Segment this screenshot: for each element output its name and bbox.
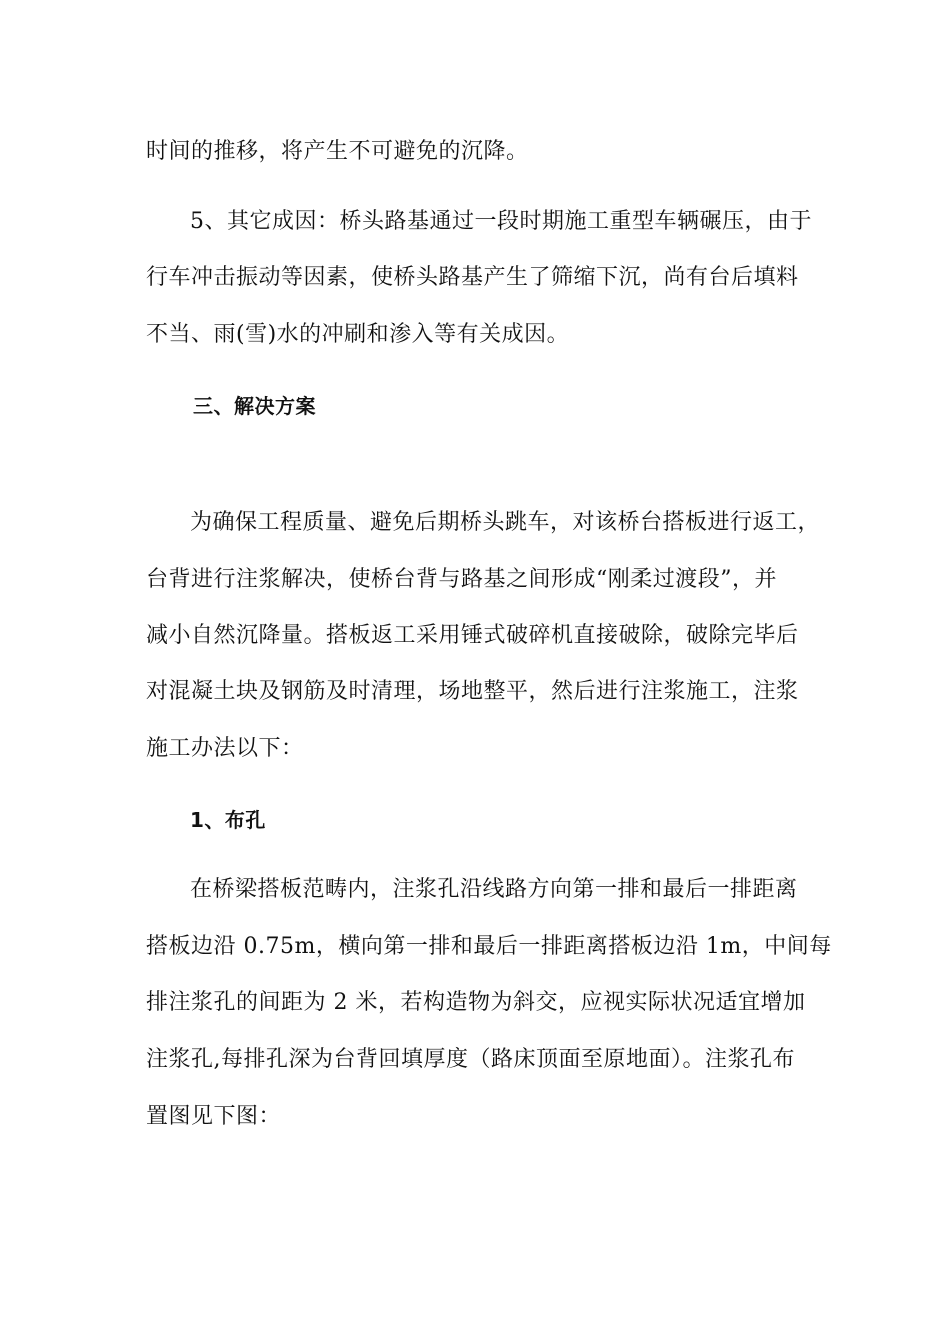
- paragraph-5-line-1: 5、其它成因：桥头路基通过一段时期施工重型车辆碾压，由于: [190, 209, 812, 234]
- subsection-1-heading: 1、布孔: [190, 808, 266, 832]
- section-3-heading: 三、解决方案: [193, 394, 316, 418]
- paragraph-holes-line-2: 搭板边沿 0.75m，横向第一排和最后一排距离搭板边沿 1m，中间每: [146, 934, 832, 959]
- paragraph-holes-line-5: 置图见下图：: [146, 1104, 282, 1129]
- paragraph-continuation-line-1: 时间的推移，将产生不可避免的沉降。: [146, 139, 529, 164]
- paragraph-solution-line-1: 为确保工程质量、避免后期桥头跳车，对该桥台搭板进行返工，: [190, 510, 821, 535]
- paragraph-holes-line-1: 在桥梁搭板范畴内，注浆孔沿线路方向第一排和最后一排距离: [190, 877, 798, 902]
- paragraph-5-line-3: 不当、雨(雪)水的冲刷和渗入等有关成因。: [146, 322, 570, 347]
- paragraph-5-line-2: 行车冲击振动等因素，使桥头路基产生了筛缩下沉，尚有台后填料: [146, 265, 799, 290]
- paragraph-solution-line-5: 施工办法以下：: [146, 736, 304, 761]
- paragraph-holes-line-4: 注浆孔,每排孔深为台背回填厚度（路床顶面至原地面）。注浆孔布: [146, 1047, 795, 1072]
- paragraph-holes-line-3: 排注浆孔的间距为 2 米，若构造物为斜交，应视实际状况适宜增加: [146, 990, 806, 1015]
- paragraph-solution-line-2: 台背进行注浆解决，使桥台背与路基之间形成“刚柔过渡段”，并: [146, 567, 777, 592]
- paragraph-solution-line-3: 减小自然沉降量。搭板返工采用锤式破碎机直接破除，破除完毕后: [146, 623, 799, 648]
- paragraph-solution-line-4: 对混凝土块及钢筋及时清理，场地整平，然后进行注浆施工，注浆: [146, 679, 799, 704]
